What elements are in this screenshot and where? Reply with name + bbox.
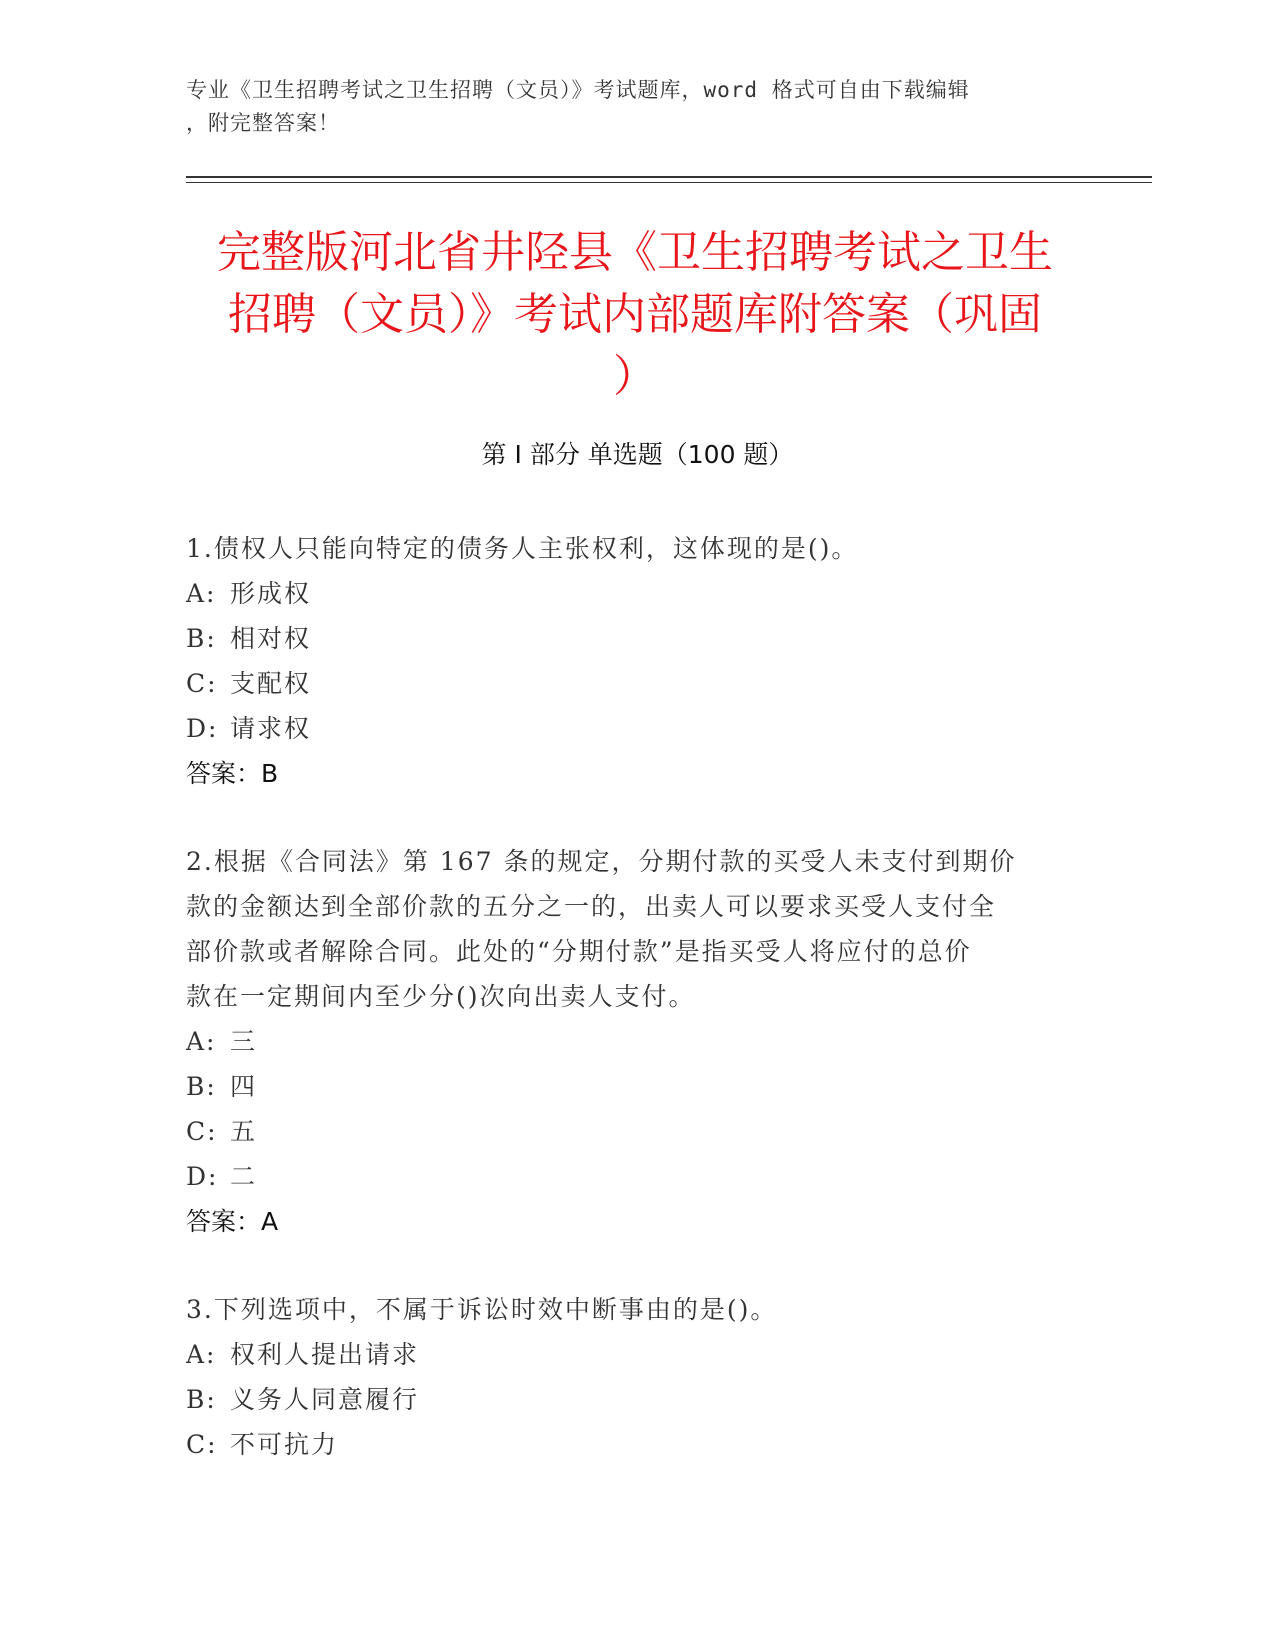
option-letter: A:: [186, 1027, 217, 1056]
header-note: [186, 74, 1066, 140]
header-divider-thin: [186, 182, 1152, 183]
document-title-line3: ）: [613, 351, 657, 402]
header-divider-thick: [186, 176, 1152, 178]
question-2: [186, 839, 1086, 1244]
answer-line: 答案：A: [186, 1207, 279, 1236]
option-text: 权利人提出请求: [230, 1340, 420, 1369]
option-text: 义务人同意履行: [230, 1385, 420, 1414]
question-stem-line3: 部价款或者解除合同。此处的“分期付款”是指买受人将应付的总价: [186, 937, 972, 966]
section-heading: 第 I 部分 单选题（100 题）: [481, 440, 794, 469]
question-stem: 3.下列选项中，不属于诉讼时效中断事由的是()。: [186, 1295, 778, 1324]
option-b: [186, 1377, 1086, 1422]
option-a: [186, 1332, 1086, 1377]
option-c: [186, 1109, 1086, 1154]
question-stem-line1: 2.根据《合同法》第 167 条的规定，分期付款的买受人未支付到期价: [186, 847, 1017, 876]
option-text: 形成权: [230, 579, 312, 608]
option-text: 二: [230, 1162, 258, 1191]
option-letter: D:: [186, 714, 219, 743]
option-text: 四: [230, 1072, 258, 1101]
option-b: [186, 1064, 1086, 1109]
option-text: 三: [230, 1027, 258, 1056]
question-stem: 1.债权人只能向特定的债务人主张权利，这体现的是()。: [186, 534, 859, 563]
option-letter: B:: [186, 1385, 217, 1414]
option-c: [186, 1422, 1086, 1467]
option-d: [186, 706, 1086, 751]
option-a: [186, 1019, 1086, 1064]
question-stem-line2: 款的金额达到全部价款的五分之一的，出卖人可以要求买受人支付全: [186, 892, 997, 921]
header-note-line1: 专业《卫生招聘考试之卫生招聘（文员）》考试题库，word 格式可自由下载编辑: [186, 78, 970, 102]
option-text: 相对权: [230, 624, 312, 653]
option-b: [186, 616, 1086, 661]
header-note-line2: ，附完整答案！: [186, 111, 340, 135]
option-letter: A:: [186, 579, 217, 608]
question-stem-line4: 款在一定期间内至少分()次向出卖人支付。: [186, 982, 696, 1011]
document-title-line2: 招聘（文员）》考试内部题库附答案（巩固: [228, 289, 1042, 340]
option-text: 支配权: [230, 669, 312, 698]
option-text: 不可抗力: [230, 1430, 339, 1459]
option-letter: B:: [186, 1072, 217, 1101]
option-letter: D:: [186, 1162, 219, 1191]
option-c: [186, 661, 1086, 706]
option-text: 请求权: [230, 714, 312, 743]
option-letter: C:: [186, 669, 218, 698]
question-3: [186, 1287, 1086, 1467]
option-letter: C:: [186, 1430, 218, 1459]
question-1: [186, 526, 1086, 796]
answer-line: 答案：B: [186, 759, 279, 788]
option-letter: A:: [186, 1340, 217, 1369]
document-title-line1: 完整版河北省井陉县《卫生招聘考试之卫生: [217, 227, 1053, 278]
option-d: [186, 1154, 1086, 1199]
option-a: [186, 571, 1086, 616]
document-title: [180, 222, 1090, 408]
option-letter: B:: [186, 624, 217, 653]
option-letter: C:: [186, 1117, 218, 1146]
option-text: 五: [230, 1117, 258, 1146]
question-list: [186, 526, 1086, 1510]
